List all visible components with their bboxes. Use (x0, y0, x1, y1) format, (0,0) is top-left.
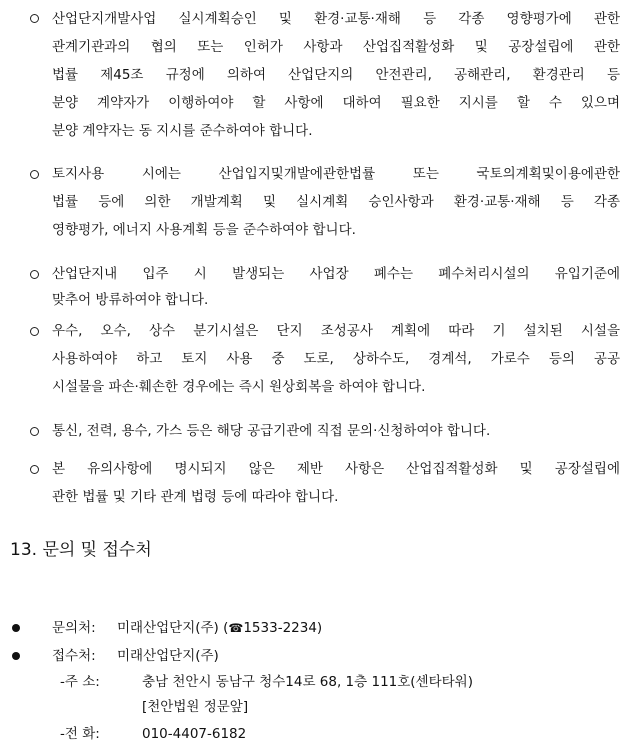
note-text-line: 토지사용 시에는 산업입지및개발에관한법률 또는 국토의계획및이용에관한 (52, 166, 620, 182)
inquiry-company: 미래산업단지(주) ( (117, 620, 229, 636)
note-text-line: 관계기관과의 협의 또는 인허가 사항과 산업집적활성화 및 공장설립에 관한 (52, 39, 620, 55)
note-item (0, 317, 631, 397)
inquiry-value (117, 619, 322, 637)
tel-label: -전 화: (60, 726, 100, 742)
hollow-bullet-icon (30, 170, 39, 179)
inquiry-label: 문의처: (52, 620, 96, 636)
note-item (0, 160, 631, 240)
note-text-line: 관한 법률 및 기타 관계 법령 등에 따라야 합니다. (52, 489, 339, 505)
note-text-line: 법률 등에 의한 개발계획 및 실시계획 승인사항과 환경·교통·재해 등 각종 (52, 194, 620, 210)
reception-label: 접수처: (52, 648, 96, 664)
note-text-line: 영향평가, 에너지 사용계획 등을 준수하여야 합니다. (52, 222, 356, 238)
tel-value: 010-4407-6182 (142, 726, 247, 742)
note-item (0, 4, 631, 139)
phone-icon: ☎ (228, 621, 244, 635)
note-text-line: 본 유의사항에 명시되지 않은 제반 사항은 산업집적활성화 및 공장설립에 (52, 461, 620, 477)
hollow-bullet-icon (30, 327, 39, 336)
hollow-bullet-icon (30, 14, 39, 23)
inquiry-phone: 1533-2234) (243, 620, 323, 636)
filled-bullet-icon (12, 652, 20, 660)
note-text-line: 분양 계약자가 이행하여야 할 사항에 대하여 필요한 지시를 할 수 있으며 (52, 95, 620, 111)
hollow-bullet-icon (30, 465, 39, 474)
address-value: 충남 천안시 동남구 청수14로 68, 1층 111호(센타타워) (142, 674, 473, 690)
address-note: [천안법원 정문앞] (142, 699, 249, 715)
note-item (0, 260, 631, 310)
note-text-line: 사용하여야 하고 토지 사용 중 도로, 상하수도, 경계석, 가로수 등의 공공 (52, 351, 620, 367)
note-text-line: 분양 계약자는 동 지시를 준수하여야 합니다. (52, 123, 313, 139)
note-text-line: 법률 제45조 규정에 의하여 산업단지의 안전관리, 공해관리, 환경관리 등 (52, 67, 620, 83)
note-item (0, 455, 631, 509)
note-text-line: 산업단지내 입주 시 발생되는 사업장 폐수는 폐수처리시설의 유입기준에 (52, 266, 620, 282)
hollow-bullet-icon (30, 427, 39, 436)
address-label: -주 소: (60, 674, 100, 690)
hollow-bullet-icon (30, 270, 39, 279)
note-item (0, 417, 631, 441)
filled-bullet-icon (12, 624, 20, 632)
note-text-line: 우수, 오수, 상수 분기시설은 단지 조성공사 계획에 따라 기 설치된 시설을 (52, 323, 620, 339)
note-text-line: 통신, 전력, 용수, 가스 등은 해당 공급기관에 직접 문의·신청하여야 합니다. (52, 423, 491, 439)
note-text-line: 산업단지개발사업 실시계획승인 및 환경·교통·재해 등 각종 영향평가에 관한 (52, 11, 620, 27)
note-text-line: 시설물을 파손·훼손한 경우에는 즉시 원상회복을 하여야 합니다. (52, 379, 426, 395)
section-title: 13. 문의 및 접수처 (10, 540, 152, 560)
note-text-line: 맞추어 방류하여야 합니다. (52, 292, 209, 308)
reception-value: 미래산업단지(주) (117, 648, 219, 664)
